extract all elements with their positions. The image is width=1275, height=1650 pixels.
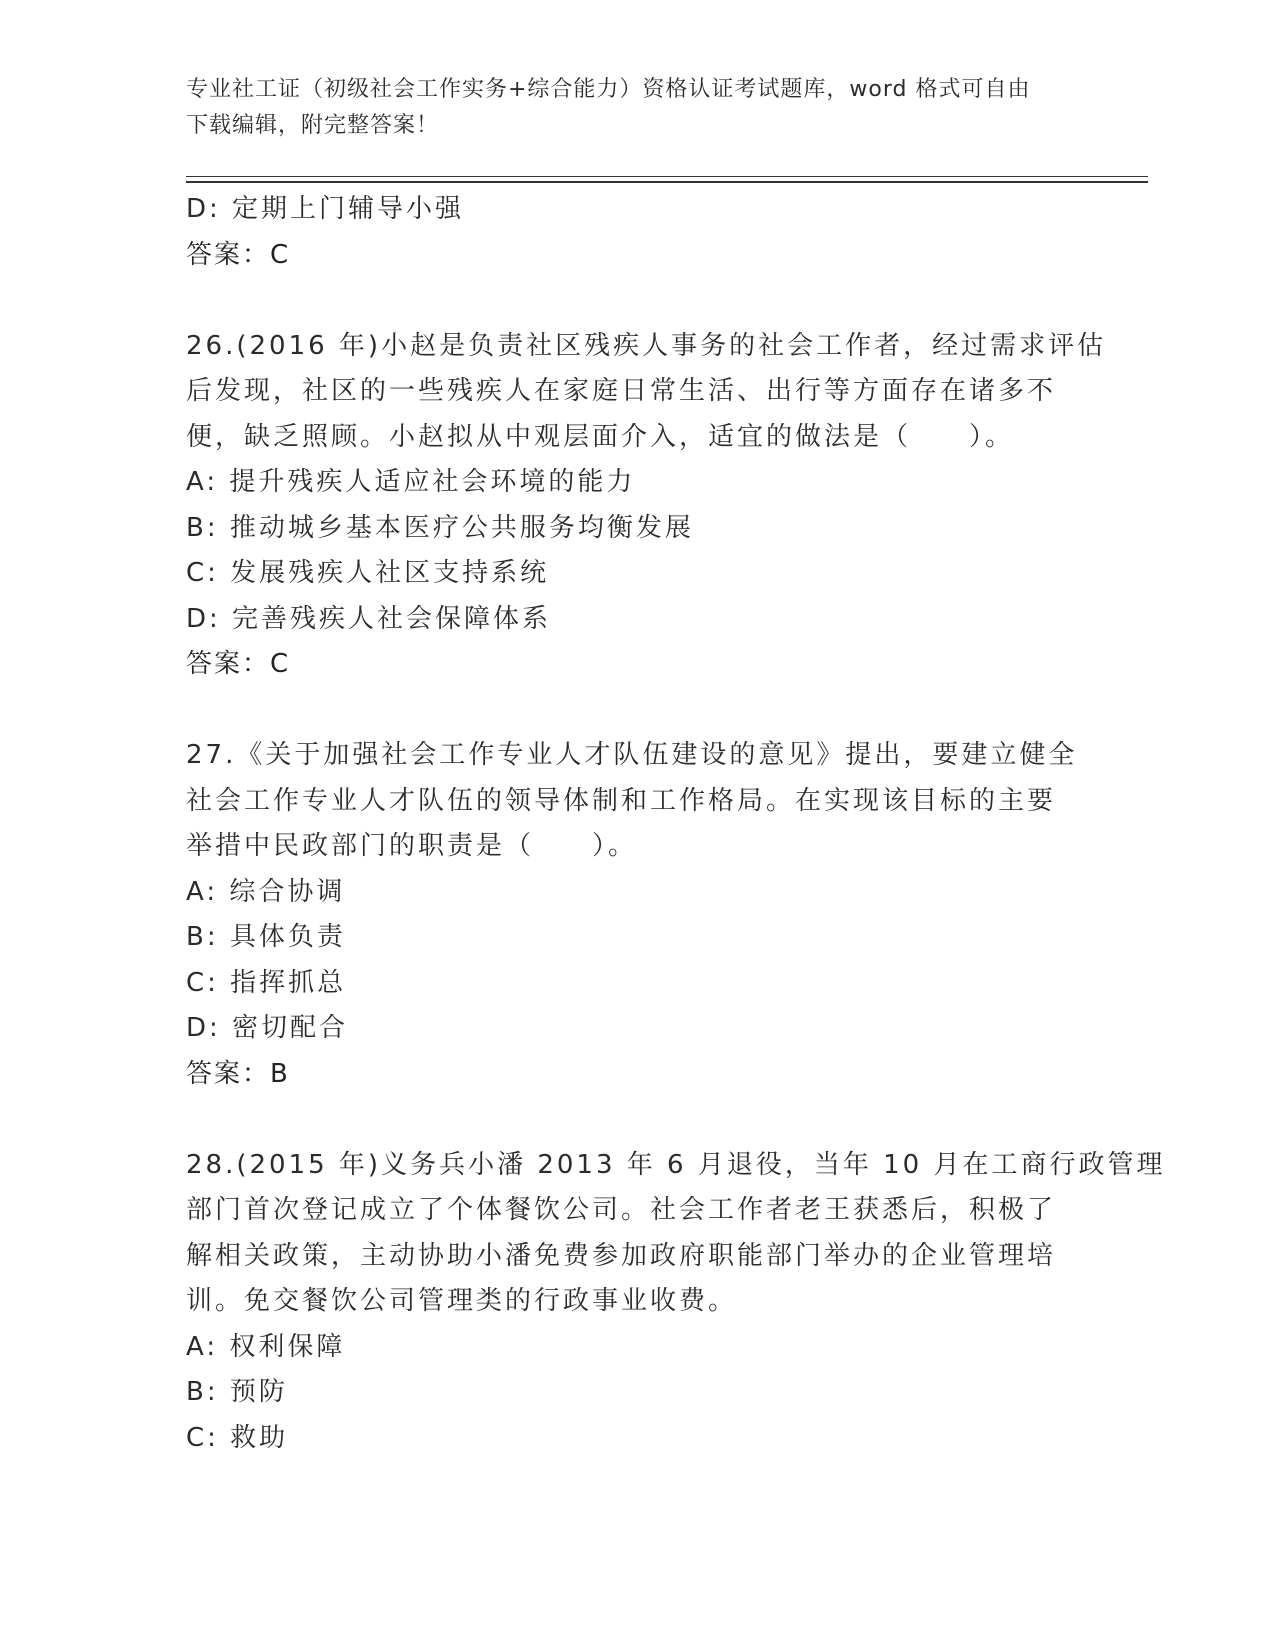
question-stem-line: 便，缺乏照顾。小赵拟从中观层面介入，适宜的做法是（ ）。 — [186, 421, 1015, 452]
option-b: B: 推动城乡基本医疗公共服务均衡发展 — [186, 512, 694, 543]
spacer — [186, 278, 1086, 324]
answer: 答案：B — [186, 1058, 290, 1089]
question-27 — [186, 733, 1086, 1097]
option-c: C: 指挥抓总 — [186, 967, 347, 998]
option-a: A: 综合协调 — [186, 876, 346, 907]
question-stem-line: 28.(2015 年)义务兵小潘 2013 年 6 月退役，当年 10 月在工商行政管理 — [186, 1149, 1166, 1180]
option-a: A: 权利保障 — [186, 1331, 346, 1362]
question-stem-line: 部门首次登记成立了个体餐饮公司。社会工作者老王获悉后，积极了 — [186, 1195, 1057, 1225]
question-stem-line: 社会工作专业人才队伍的领导体制和工作格局。在实现该目标的主要 — [186, 785, 1057, 816]
option-c: C: 救助 — [186, 1422, 289, 1453]
header-line-2: 下载编辑，附完整答案！ — [186, 113, 440, 138]
spacer — [186, 688, 1086, 734]
option-a: A: 提升残疾人适应社会环境的能力 — [186, 467, 636, 497]
option-b: B: 具体负责 — [186, 922, 346, 952]
option-d: D: 完善残疾人社会保障体系 — [186, 603, 552, 634]
header-line-1: 专业社工证（初级社会工作实务+综合能力）资格认证考试题库，word 格式可自由 — [186, 77, 1031, 102]
question-26 — [186, 324, 1107, 688]
option-d: D: 定期上门辅导小强 — [186, 194, 465, 224]
spacer — [186, 1097, 1086, 1143]
option-c: C: 发展残疾人社区支持系统 — [186, 558, 550, 588]
document-header — [186, 72, 1086, 144]
question-stem-line: 解相关政策，主动协助小潘免费参加政府职能部门举办的企业管理培 — [186, 1240, 1057, 1271]
question-stem-line: 26.(2016 年)小赵是负责社区残疾人事务的社会工作者，经过需求评估 — [186, 330, 1107, 361]
answer: 答案：C — [186, 239, 291, 270]
question-stem-line: 训。免交餐饮公司管理类的行政事业收费。 — [186, 1286, 738, 1316]
header-divider-thin — [186, 176, 1148, 177]
question-28 — [186, 1143, 1166, 1462]
question-content — [186, 187, 1166, 1461]
header-divider-thick — [186, 181, 1148, 183]
question-stem-line: 后发现，社区的一些残疾人在家庭日常生活、出行等方面存在诸多不 — [186, 376, 1057, 406]
option-d: D: 密切配合 — [186, 1013, 349, 1043]
question-25-tail — [186, 187, 1086, 278]
question-stem-line: 举措中民政部门的职责是（ ）。 — [186, 831, 638, 861]
question-stem-line: 27.《关于加强社会工作专业人才队伍建设的意见》提出，要建立健全 — [186, 740, 1078, 770]
option-b: B: 预防 — [186, 1377, 288, 1407]
answer: 答案：C — [186, 649, 291, 679]
